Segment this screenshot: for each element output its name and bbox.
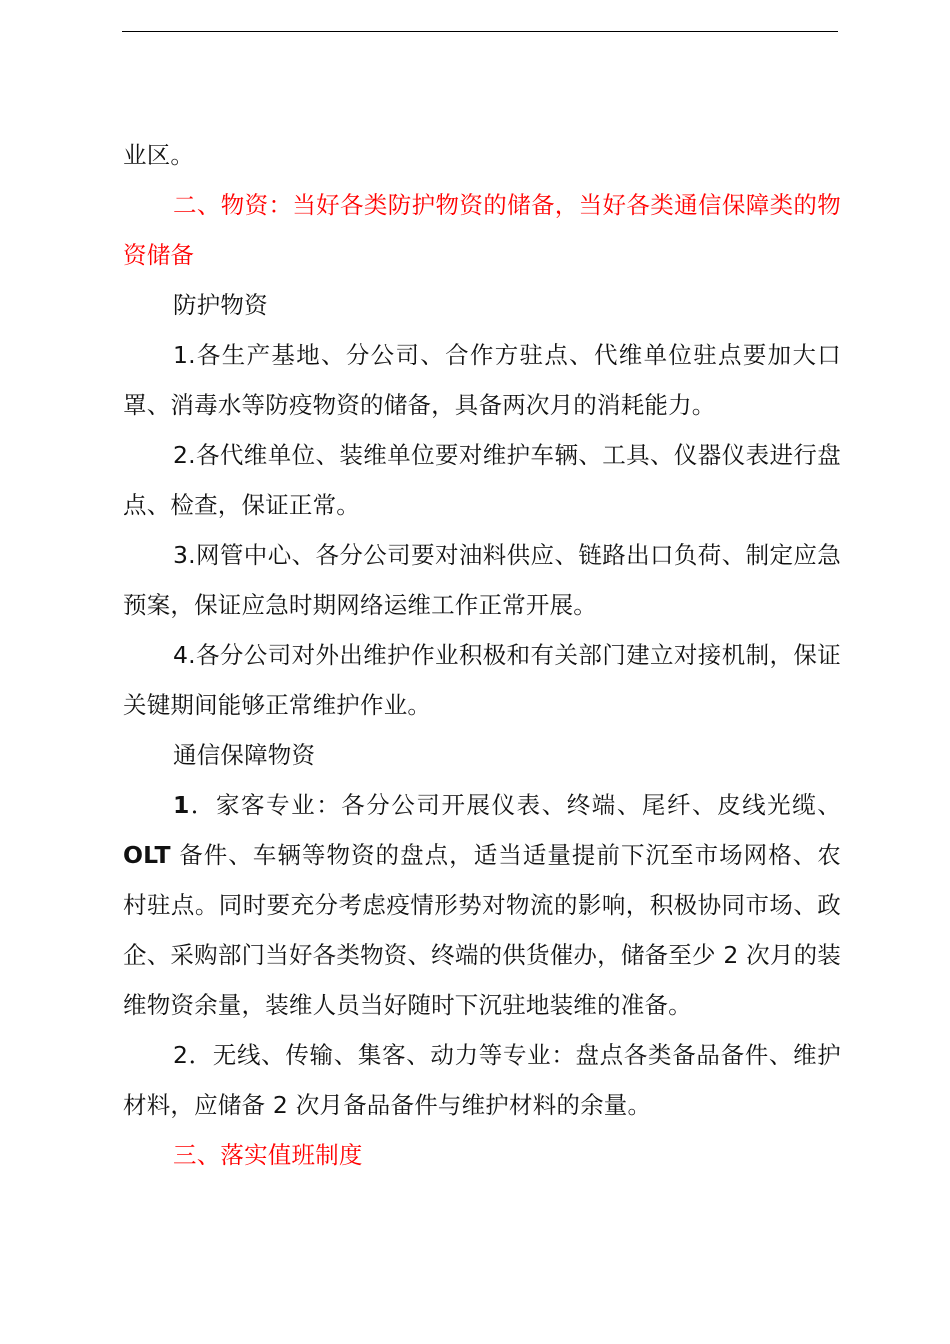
comms-supplies-title: 通信保障物资 bbox=[173, 741, 316, 769]
comms-item-1-olt: OLT bbox=[123, 841, 171, 869]
comms-item-2: 2．无线、传输、集客、动力等专业：盘点各类备品备件、维护材料，应储备 2 次月备品备件与维护材料的余量。 bbox=[123, 1041, 841, 1119]
continuation-text: 业区。 bbox=[123, 141, 195, 169]
protective-item-4: 4.各分公司对外出维护作业积极和有关部门建立对接机制，保证关键期间能够正常维护作业。 bbox=[123, 641, 841, 719]
document-body bbox=[123, 130, 841, 1180]
comms-item-1-text-b: 备件、车辆等物资的盘点，适当适量提前下沉至市场网格、农村驻点。同时要充分考虑疫情形势对物流的影响，积极协同市场、政企、采购部门当好各类物资、终端的供货催办，储备至少 2 次月的装维物资余量，装维人员当好随时下沉驻地装维的准备。 bbox=[123, 841, 841, 1019]
protective-supplies-title: 防护物资 bbox=[173, 291, 268, 319]
section-3-heading: 三、落实值班制度 bbox=[173, 1141, 363, 1169]
protective-item-1: 1.各生产基地、分公司、合作方驻点、代维单位驻点要加大口罩、消毒水等防疫物资的储备，具备两次月的消耗能力。 bbox=[123, 341, 841, 419]
section-2-heading: 二、物资：当好各类防护物资的储备，当好各类通信保障类的物资储备 bbox=[123, 191, 841, 269]
header-rule bbox=[122, 31, 838, 32]
protective-item-3: 3.网管中心、各分公司要对油料供应、链路出口负荷、制定应急预案，保证应急时期网络运维工作正常开展。 bbox=[123, 541, 841, 619]
comms-item-1 bbox=[123, 780, 841, 1030]
protective-item-2: 2.各代维单位、装维单位要对维护车辆、工具、仪器仪表进行盘点、检查，保证正常。 bbox=[123, 441, 841, 519]
comms-item-1-text-a: ．家客专业：各分公司开展仪表、终端、尾纤、皮线光缆、 bbox=[189, 791, 841, 819]
comms-item-1-number: 1 bbox=[173, 791, 190, 819]
